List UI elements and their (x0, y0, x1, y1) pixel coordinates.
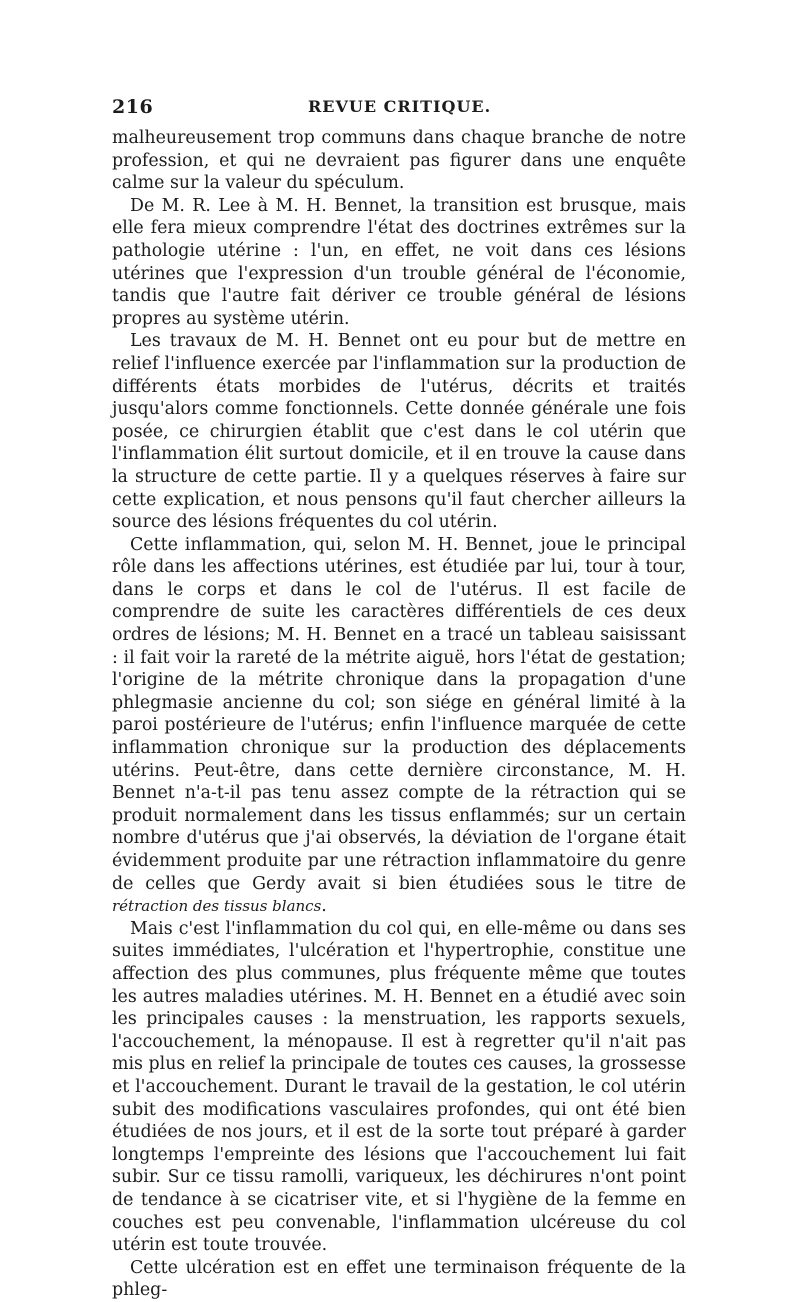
paragraph-lee-bennet-transition: De M. R. Lee à M. H. Bennet, la transition est brusque, mais elle fera mieux comprendre l'état des doctrines extrêmes sur la pathologie utérine : l'un, en effet, ne voit dans ces lésions utérines que l'expression d'un trouble général de l'économie, tandis que l'autre fait dériver ce trouble général de lésions propres au système utérin. (112, 195, 686, 329)
running-title: REVUE CRITIQUE. (308, 97, 492, 116)
running-header (112, 96, 686, 126)
paragraph-inflammation-study (112, 534, 686, 918)
page-number: 216 (112, 96, 154, 118)
paragraph-text: Cette inflammation, qui, selon M. H. Bennet, joue le principal rôle dans les affections utérines, est étudiée par lui, tour à tour, dans le corps et dans le col de l'utérus. Il est facile de comprendre de suite les caractères différentiels de ces deux ordres de lésions; M. H. Bennet en a tracé un tableau saisissant : il fait voir la rareté de la métrite aiguë, hors l'état de gestation; l'origine de la métrite chronique dans la propagation d'une phlegmasie ancienne du col; son siége en général limité à la paroi postérieure de l'utérus; enfin l'influence marquée de cette inflammation chronique sur la production des déplacements utérins. Peut-être, dans cette dernière circonstance, M. H. Bennet n'a-t-il pas tenu assez compte de la rétraction qui se produit normalement dans les tissus enflammés; sur un certain nombre d'utérus que j'ai observés, la déviation de l'organe était évidemment produite par une rétraction inflammatoire du genre de celles que Gerdy avait si bien étudiées sous le titre de (112, 534, 686, 894)
paragraph-text-end: . (321, 896, 327, 917)
paragraph-col-inflammation: Mais c'est l'inflammation du col qui, en elle-même ou dans ses suites immédiates, l'ulcération et l'hypertrophie, constitue une affection des plus communes, plus fréquente même que toutes les autres maladies utérines. M. H. Bennet en a étudié avec soin les principales causes : la menstruation, les rapports sexuels, l'accouchement, la ménopause. Il est à regretter qu'il n'ait pas mis plus en relief la principale de toutes ces causes, la grossesse et l'accouchement. Durant le travail de la gestation, le col utérin subit des modifications vasculaires profondes, qui ont été bien étudiées de nos jours, et il est de la sorte tout préparé à garder longtemps l'empreinte des lésions que l'accouchement lui fait subir. Sur ce tissu ramolli, variqueux, les déchirures n'ont point de tendance à se cicatriser vite, et si l'hygiène de la femme en couches est peu convenable, l'inflammation ulcéreuse du col utérin est toute trouvée. (112, 918, 686, 1256)
italic-term: rétraction des tissus blancs (112, 897, 322, 916)
book-page (112, 96, 686, 1302)
paragraph-bennet-works: Les travaux de M. H. Bennet ont eu pour but de mettre en relief l'influence exercée par l'inflammation sur la production de différents états morbides de l'utérus, décrits et traités jusqu'alors comme fonctionnels. Cette donnée générale une fois posée, ce chirurgien établit que c'est dans le col utérin que l'inflammation élit surtout domicile, et il en trouve la cause dans la structure de cette partie. Il y a quelques réserves à faire sur cette explication, et nous pensons qu'il faut chercher ailleurs la source des lésions fréquentes du col utérin. (112, 331, 686, 533)
paragraph-continued: malheureusement trop communs dans chaque branche de notre profession, et qui ne devraient pas figurer dans une enquête calme sur la valeur du spéculum. (112, 128, 686, 194)
paragraph-ulceration: Cette ulcération est en effet une terminaison fréquente de la phleg- (112, 1257, 686, 1301)
body-text (112, 127, 686, 1302)
